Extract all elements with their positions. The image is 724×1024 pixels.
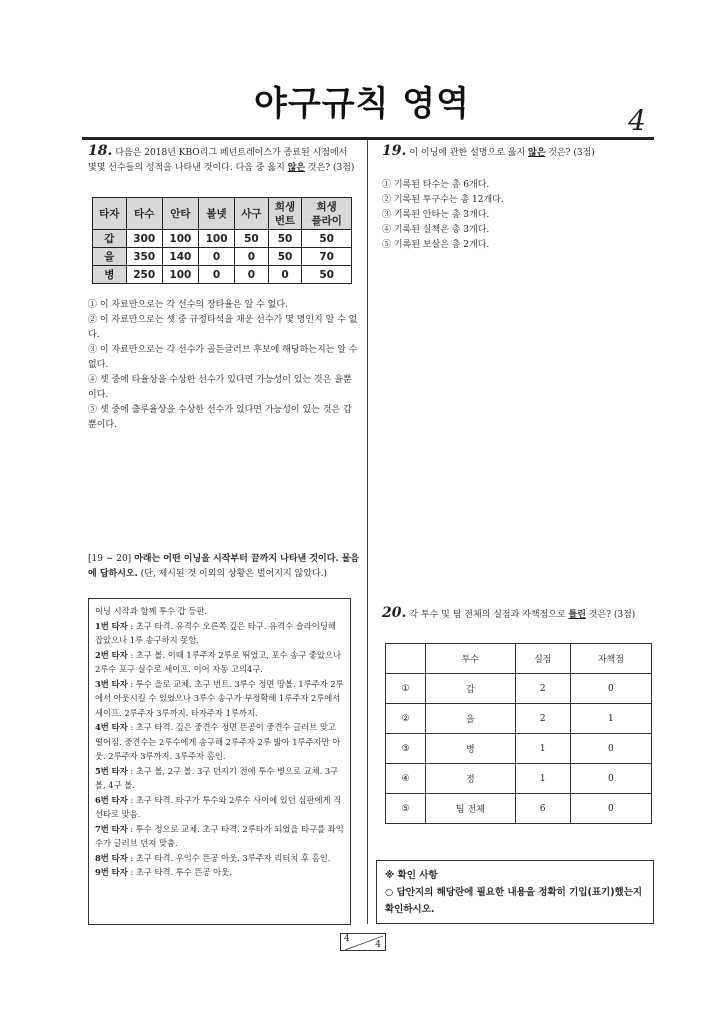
table-row[interactable] [386, 794, 652, 824]
table-header-cell: 실점 [515, 644, 570, 674]
q20-prompt-underline: 틀린 [568, 610, 586, 620]
table-row [93, 248, 352, 266]
table-header-cell: 희생 플라이 [302, 198, 352, 230]
q20-prompt [382, 606, 652, 623]
q18-stats-table [92, 197, 352, 284]
table-cell: 100 [162, 230, 198, 248]
table-cell: 갑 [93, 230, 127, 248]
q19-choice-1[interactable]: ① 기록된 타수는 총 6개다. [382, 180, 490, 190]
table-header-cell: 타자 [93, 198, 127, 230]
inning-line [95, 677, 344, 721]
batter-text: : 초구 타격. 유격수 오른쪽 깊은 타구. 유격수 슬라이딩해 잡았으나 1루 송구하지 못함. [95, 620, 336, 645]
q18-choice-2[interactable]: ② 이 자료만으로는 셋 중 규정타석을 채운 선수가 몇 명인지 알 수 없다. [88, 315, 358, 340]
table-cell: 1 [515, 764, 570, 794]
batter-text: : 초구 타격. 타구가 투수와 2루수 사이에 있던 심판에게 직선타로 맞음. [95, 794, 342, 819]
table-cell: 2 [515, 674, 570, 704]
table-cell: 100 [198, 230, 234, 248]
table-cell: 0 [570, 674, 651, 704]
table-cell: 50 [235, 230, 269, 248]
table-cell: 70 [302, 248, 352, 266]
table-cell: 병 [93, 266, 127, 284]
q19-20-intro [88, 552, 360, 582]
batter-label: 6번 타자 [95, 794, 128, 805]
table-cell: 정 [426, 764, 516, 794]
batter-text: : 초구 타격. 투수 뜬공 아웃. [127, 867, 232, 877]
batter-label: 3번 타자 [95, 678, 128, 689]
inning-line [95, 865, 344, 880]
q18-prompt-b: 것은? (3점) [305, 163, 355, 173]
q18-choice-5[interactable]: ⑤ 셋 중에 출루율상을 수상한 선수가 있다면 가능성이 있는 것은 갑뿐이다. [88, 405, 352, 430]
q18-prompt [88, 144, 358, 176]
confirm-text: ○ 답안지의 해당란에 필요한 내용을 정확히 기입(표기)했는지 확인하시오. [385, 887, 643, 915]
batter-label: 8번 타자 [95, 852, 128, 863]
inning-line [95, 851, 344, 866]
q19-prompt-b: 것은? (3점) [545, 148, 595, 158]
table-cell: 6 [515, 794, 570, 824]
table-header-cell: 자책점 [570, 644, 651, 674]
table-row[interactable] [386, 764, 652, 794]
table-cell: 1 [515, 734, 570, 764]
table-cell: 갑 [426, 674, 516, 704]
batter-text: : 초구 타격. 깊은 중견수 정면 뜬공이 중견수 글러브 맞고 떨어짐. 중견수는 2루수에게 송구해 2루주자 2루 밟아 1루주자만 아웃. 2루주자 3루까지. 3루주자 홈인. [95, 722, 341, 761]
table-cell: 0 [198, 266, 234, 284]
batter-label: 2번 타자 [95, 649, 128, 660]
table-cell: 1 [570, 704, 651, 734]
table-header-cell: 안타 [162, 198, 198, 230]
table-cell: 0 [570, 734, 651, 764]
q20-prompt-b: 것은? (3점) [585, 610, 636, 620]
batter-text: : 투수 정으로 교체. 초구 타격. 2루타가 되었을 타구를 좌익수가 글러브 던져 맞춤. [95, 823, 344, 848]
batter-label: 4번 타자 [95, 722, 128, 732]
batter-label: 7번 타자 [95, 823, 128, 834]
q19-prompt [382, 144, 652, 161]
inning-line [95, 793, 344, 822]
table-cell: ① [386, 674, 426, 704]
batter-label: 9번 타자 [95, 867, 128, 877]
table-cell: 100 [162, 266, 198, 284]
table-header-cell [386, 644, 426, 674]
inning-line [95, 822, 344, 851]
table-cell: 0 [570, 764, 651, 794]
table-cell: 50 [268, 248, 302, 266]
table-row[interactable] [386, 704, 652, 734]
table-header-cell: 투수 [426, 644, 516, 674]
table-cell: ④ [386, 764, 426, 794]
q18-choice-3[interactable]: ③ 이 자료만으로는 각 선수가 골든글러브 후보에 해당하는지는 알 수 없다. [88, 345, 358, 370]
table-cell: 50 [268, 230, 302, 248]
q19-choice-5[interactable]: ⑤ 기록된 보살은 총 2개다. [382, 240, 490, 250]
column-divider [367, 140, 368, 924]
table-cell: 50 [302, 266, 352, 284]
q19-prompt-underline: 않은 [528, 148, 546, 158]
q18-choice-1[interactable]: ① 이 자료만으로는 각 선수의 장타율은 알 수 없다. [88, 300, 288, 310]
table-row[interactable] [386, 674, 652, 704]
confirm-box [376, 860, 654, 924]
q19-choice-3[interactable]: ③ 기록된 안타는 총 3개다. [382, 210, 490, 220]
table-header-row [93, 198, 352, 230]
confirm-title: ※ 확인 사항 [385, 870, 438, 881]
q19-choices [382, 178, 652, 253]
table-row [93, 230, 352, 248]
q19-choice-2[interactable]: ② 기록된 투구수는 총 12개다. [382, 195, 504, 205]
current-page: 4 [344, 934, 350, 944]
table-header-row [386, 644, 652, 674]
batter-text: : 초구 타격. 우익수 뜬공 아웃. 3루주자 리터치 후 홈인. [127, 852, 331, 863]
table-header-cell: 타수 [126, 198, 162, 230]
table-cell: 팀 전체 [426, 794, 516, 824]
intro-range: [19 ~ 20] [88, 554, 135, 564]
table-row[interactable] [386, 734, 652, 764]
table-header-cell: 볼넷 [198, 198, 234, 230]
batter-label: 1번 타자 [95, 620, 128, 631]
q20-number: 20. [382, 605, 407, 621]
table-cell: 2 [515, 704, 570, 734]
q20-prompt-a: 각 투수 및 팀 전체의 실점과 자책점으로 [409, 610, 569, 620]
batter-label: 5번 타자 [95, 765, 128, 776]
table-cell: 0 [570, 794, 651, 824]
q19-number: 19. [382, 143, 407, 159]
batter-text: : 투수 을로 교체. 초구 번트. 3루수 정면 땅볼. 1루주자 2루에서 아웃시킬 수 있었으나 3루수 송구가 부정확해 1루주자 2루에서 세이프. 2루주자 3루까지. 타자주자 1루까지. [95, 678, 344, 718]
inning-line [95, 648, 344, 677]
table-cell: ② [386, 704, 426, 734]
table-header-cell: 사구 [235, 198, 269, 230]
batter-text: : 초구 볼. 이때 1루주자 2루로 뛰었고, 포수 송구 좋았으나 2루수 포구 실수로 세이프. 이어 자동 고의4구. [95, 649, 342, 674]
table-cell: ③ [386, 734, 426, 764]
inning-box [88, 598, 351, 925]
table-cell: 250 [126, 266, 162, 284]
table-cell: 을 [426, 704, 516, 734]
q18-choice-4[interactable]: ④ 셋 중에 타율상을 수상한 선수가 있다면 가능성이 있는 것은 을뿐이다. [88, 375, 352, 400]
table-cell: 을 [93, 248, 127, 266]
q18-number: 18. [88, 143, 113, 159]
inning-start: 이닝 시작과 함께 투수 갑 등판. [95, 606, 208, 616]
table-cell: 50 [302, 230, 352, 248]
batter-text: : 초구 볼, 2구 볼. 3구 던지기 전에 투수 병으로 교체. 3구 볼, 4구 볼. [95, 765, 339, 790]
q20-runs-table [385, 643, 652, 824]
q19-choice-4[interactable]: ④ 기록된 실책은 총 3개다. [382, 225, 490, 235]
total-pages: 4 [375, 940, 381, 950]
q18-choices [88, 298, 358, 433]
inning-line [95, 764, 344, 793]
table-cell: 350 [126, 248, 162, 266]
q19-prompt-a: 이 이닝에 관한 설명으로 옳지 [409, 148, 528, 158]
table-cell: 0 [235, 266, 269, 284]
intro-note: (단, 제시된 것 이외의 상황은 벌어지지 않았다.) [137, 569, 328, 579]
page-indicator [340, 933, 386, 951]
table-cell: 300 [126, 230, 162, 248]
table-cell: ⑤ [386, 794, 426, 824]
table-cell: 0 [235, 248, 269, 266]
q18-prompt-underline: 않은 [287, 163, 306, 173]
header-rule [82, 137, 654, 140]
table-header-cell: 희생 번트 [268, 198, 302, 230]
table-cell: 140 [162, 248, 198, 266]
inning-line [95, 720, 344, 764]
table-cell: 0 [198, 248, 234, 266]
inning-line [95, 619, 344, 648]
intro-bold: 아래는 어떤 이닝을 시작부터 끝까지 나타낸 것이다. 물음에 답하시오. [88, 554, 360, 579]
table-row [93, 266, 352, 284]
page-number: 4 [628, 104, 646, 137]
q18-prompt-a: 다음은 2018년 KBO리그 페넌트레이스가 종료된 시점에서 몇몇 선수들의 성적을 나타낸 것이다. 다음 중 옳지 [88, 148, 348, 173]
page-title: 야구규칙 영역 [254, 84, 470, 124]
table-cell: 0 [268, 266, 302, 284]
table-cell: 병 [426, 734, 516, 764]
